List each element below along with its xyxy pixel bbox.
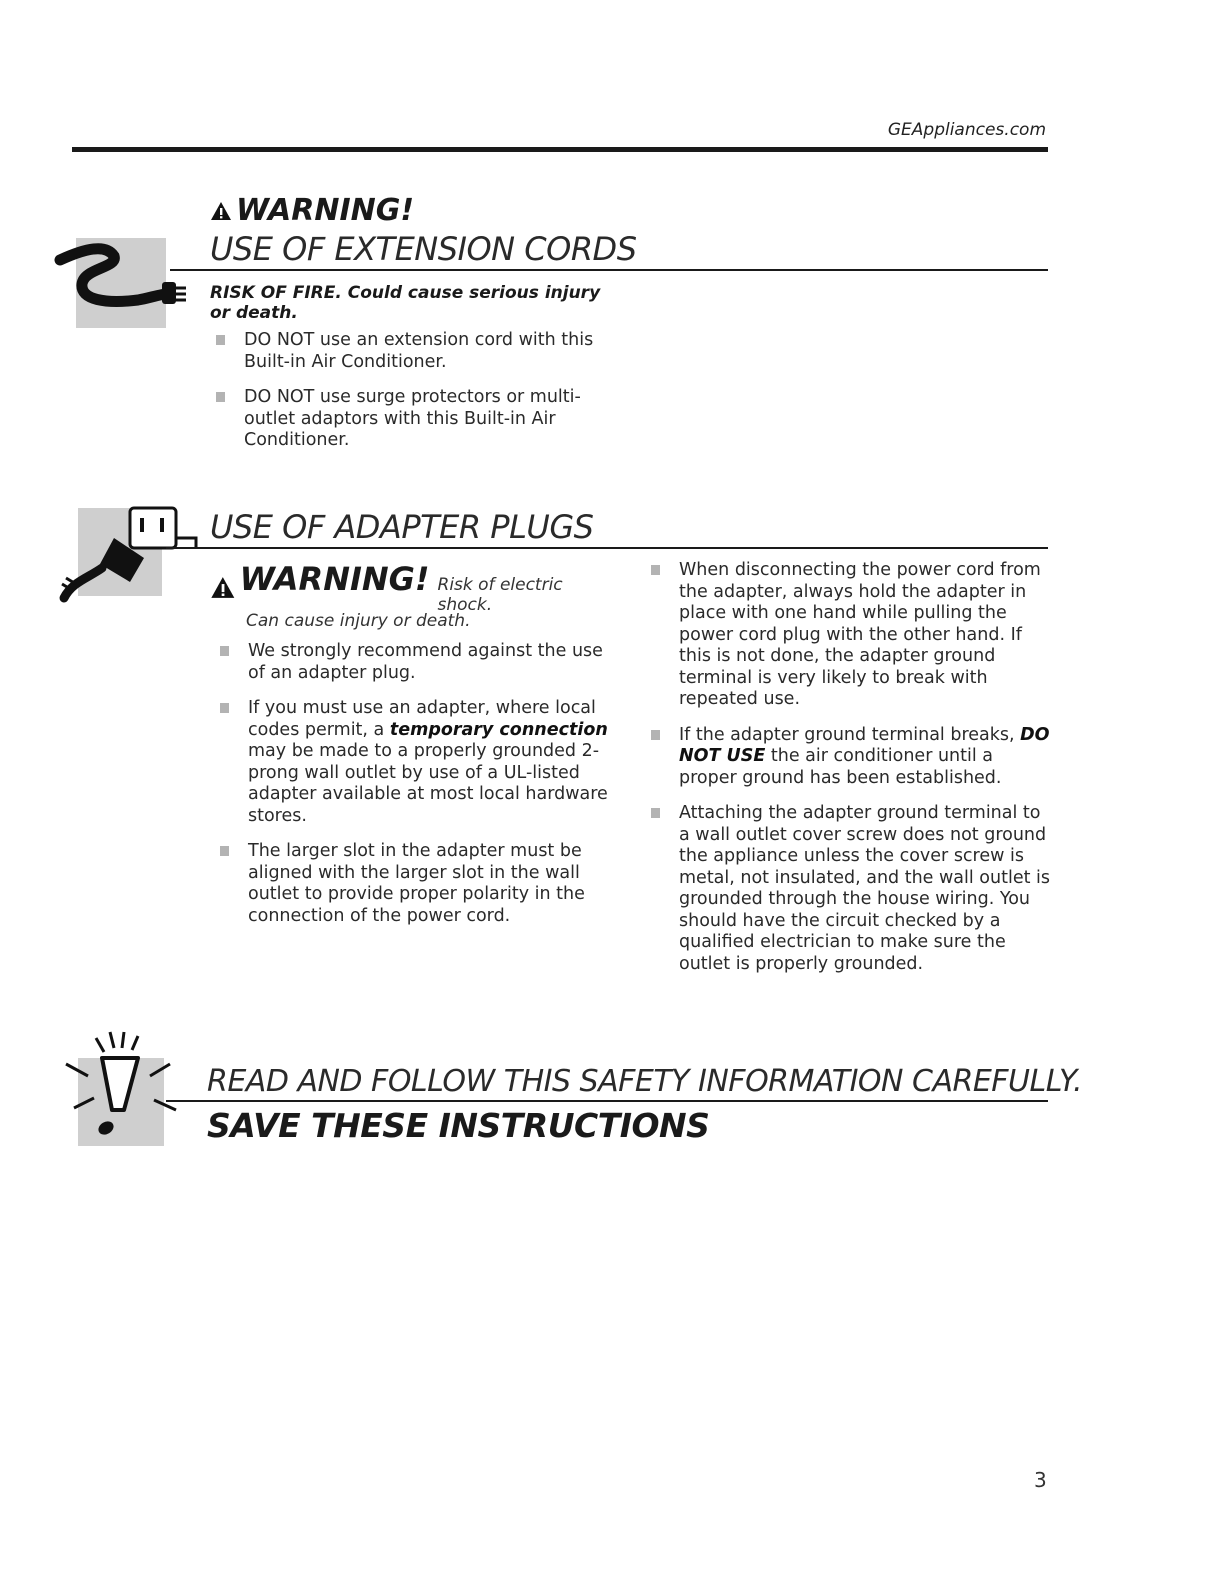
- page-number: 3: [1034, 1468, 1047, 1492]
- read-follow-rule: [166, 1100, 1048, 1102]
- list-item: DO NOT use surge protectors or multi-outlet adaptors with this Built-in Air Conditioner.: [206, 387, 610, 452]
- adapter-left-column: [210, 560, 620, 941]
- warning-heading: [210, 193, 414, 228]
- bullet-icon: [651, 730, 660, 740]
- read-follow-title: READ AND FOLLOW THIS SAFETY INFORMATION CAREFULLY.: [207, 1064, 1083, 1099]
- header-rule: [72, 147, 1048, 152]
- exclamation-alert-icon: [78, 1058, 164, 1146]
- adapter-plug-icon: [78, 508, 162, 596]
- risk-of-fire-text: RISK OF FIRE. Could cause serious injury or death.: [210, 283, 601, 323]
- extension-cords-title: USE OF EXTENSION CORDS: [210, 230, 637, 268]
- site-url: GEAppliances.com: [887, 120, 1046, 140]
- list-item: If you must use an adapter, where local codes permit, a temporary connection may be made to a properly grounded 2-prong wall outlet by use of a UL-listed adapter available at most local hardware stores.: [210, 698, 620, 827]
- adapter-plugs-rule: [166, 547, 1048, 549]
- bullet-icon: [651, 808, 660, 818]
- extension-cords-body: [210, 283, 610, 466]
- extension-cords-rule: [170, 269, 1048, 271]
- extension-cord-icon: [76, 238, 166, 328]
- list-item: DO NOT use an extension cord with this Built-in Air Conditioner.: [206, 330, 610, 373]
- adapter-right-list: [641, 560, 1051, 975]
- bullet-icon: [216, 392, 225, 402]
- warning-triangle-icon: [210, 201, 232, 221]
- bullet-icon: [220, 703, 229, 713]
- adapter-right-column: [641, 560, 1051, 989]
- adapter-left-list: [210, 641, 620, 927]
- save-instructions-heading: SAVE THESE INSTRUCTIONS: [207, 1106, 710, 1145]
- warning-sub-1: Risk of electric shock.: [437, 575, 563, 615]
- bullet-icon: [651, 565, 660, 575]
- list-item: When disconnecting the power cord from the adapter, always hold the adapter in place with one hand while pulling the power cord plug with the other hand. If this is not done, the adapter ground terminal is very likely to break with repeated use.: [641, 560, 1051, 711]
- adapter-plugs-title: USE OF ADAPTER PLUGS: [210, 508, 594, 546]
- bullet-icon: [216, 335, 225, 345]
- extension-cords-list: [206, 330, 610, 452]
- warning-sub-2: Can cause injury or death.: [246, 611, 471, 631]
- bullet-icon: [220, 646, 229, 656]
- list-item: Attaching the adapter ground terminal to a wall outlet cover screw does not ground the appliance unless the cover screw is metal, not insulated, and the wall outlet is grounded through the house wiring. You should have the circuit checked by a qualified electrician to make sure the outlet is properly grounded.: [641, 803, 1051, 975]
- list-item: If the adapter ground terminal breaks, DO NOT USE the air conditioner until a proper ground has been established.: [641, 725, 1051, 790]
- list-item: We strongly recommend against the use of an adapter plug.: [210, 641, 620, 684]
- warning-label: WARNING!: [239, 560, 430, 598]
- adapter-warning-line: [210, 560, 620, 615]
- warning-triangle-icon: [210, 576, 236, 599]
- warning-label: WARNING!: [236, 193, 415, 228]
- bullet-icon: [220, 846, 229, 856]
- list-item: The larger slot in the adapter must be aligned with the larger slot in the wall outlet to provide proper polarity in the connection of the power cord.: [210, 841, 620, 927]
